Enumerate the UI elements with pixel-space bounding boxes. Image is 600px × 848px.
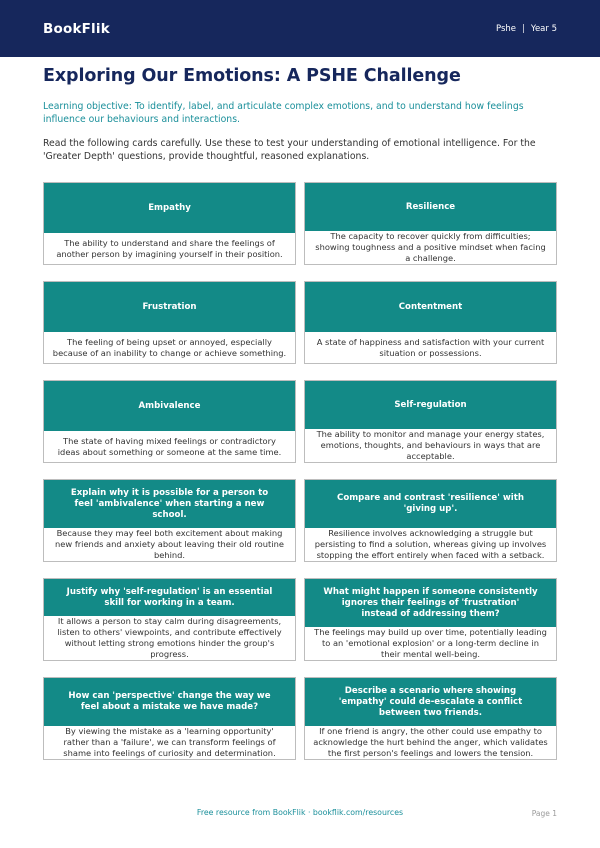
card — [304, 182, 557, 265]
card — [43, 281, 296, 364]
question-title: How can 'perspective' change the way we feel about a mistake we have made? — [44, 678, 295, 726]
page-number: Page 1 — [531, 809, 557, 818]
card-body: The state of having mixed feelings or contradictory ideas about something or someone at the same time. — [57, 435, 282, 457]
card-title: Self-regulation — [305, 381, 556, 429]
question-card — [43, 479, 296, 562]
card-title: Contentment — [305, 282, 556, 332]
question-card — [43, 677, 296, 760]
card — [43, 182, 296, 265]
year-label: Year 5 — [530, 23, 557, 34]
card — [43, 380, 296, 463]
brand-logo[interactable]: BookFlik — [43, 20, 110, 37]
instructions-text: Read the following cards carefully. Use these to test your understanding of emotional intelligence. For the 'Greater Depth' questions, provide thoughtful, reasoned explanations. — [43, 138, 536, 162]
page-title: Exploring Our Emotions: A PSHE Challenge — [43, 66, 461, 86]
card-title: Ambivalence — [44, 381, 295, 431]
card-body: A state of happiness and satisfaction with your current situation or possessions. — [316, 336, 545, 358]
header-bar — [0, 0, 600, 57]
question-card — [304, 578, 557, 661]
question-title: Compare and contrast 'resilience' with 'giving up'. — [305, 480, 556, 528]
question-card — [43, 578, 296, 661]
answer-text: The feelings may build up over time, potentially leading to an 'emotional explosion' or a long-term decline in their mental well-being. — [314, 627, 547, 659]
card-title: Resilience — [305, 183, 556, 231]
answer-text: It allows a person to stay calm during disagreements, listen to others' viewpoints, and contribute effectively without letting strong emotions hinder the group's progress. — [57, 616, 282, 659]
card-grid — [43, 182, 557, 760]
card-body: The capacity to recover quickly from difficulties; showing toughness and a positive mindset when facing a challenge. — [315, 231, 546, 263]
answer-text: By viewing the mistake as a 'learning opportunity' rather than a 'failure', we can transform feelings of shame into feelings of curiosity and determination. — [63, 726, 276, 758]
breadcrumb — [496, 24, 557, 34]
card-body: The feeling of being upset or annoyed, especially because of an inability to change or achieve something. — [52, 336, 287, 358]
question-title: Justify why 'self-regulation' is an essential skill for working in a team. — [44, 579, 295, 616]
footer-link[interactable]: Free resource from BookFlik · bookflik.com/resources — [196, 808, 404, 817]
question-title: Describe a scenario where showing 'empathy' could de-escalate a conflict between two friends. — [305, 678, 556, 726]
answer-text: Because they may feel both excitement about making new friends and anxiety about leaving their old routine behind. — [55, 528, 284, 560]
question-card — [304, 677, 557, 760]
question-title: What might happen if someone consistently ignores their feelings of 'frustration' instead of addressing them? — [305, 579, 556, 627]
card — [304, 281, 557, 364]
learning-objective: Learning objective: To identify, label, and articulate complex emotions, and to understand how feelings influence our behaviours and interactions. — [43, 101, 524, 125]
card — [304, 380, 557, 463]
card-title: Frustration — [44, 282, 295, 332]
card-body: The ability to monitor and manage your energy states, emotions, thoughts, and behaviours in ways that are acceptable. — [316, 429, 545, 461]
card-title: Empathy — [44, 183, 295, 233]
answer-text: Resilience involves acknowledging a struggle but persisting to find a solution, whereas giving up involves stopping the effort entirely when faced with a setback. — [314, 528, 547, 560]
subject-label: Pshe — [495, 23, 517, 34]
question-card — [304, 479, 557, 562]
card-body: The ability to understand and share the feelings of another person by imagining yourself in their position. — [56, 237, 283, 259]
question-title: Explain why it is possible for a person to feel 'ambivalence' when starting a new school. — [44, 480, 295, 528]
breadcrumb-separator: | — [522, 23, 525, 34]
answer-text: If one friend is angry, the other could use empathy to acknowledge the hurt behind the anger, which validates the first person's feelings and lowers the tension. — [313, 726, 548, 758]
